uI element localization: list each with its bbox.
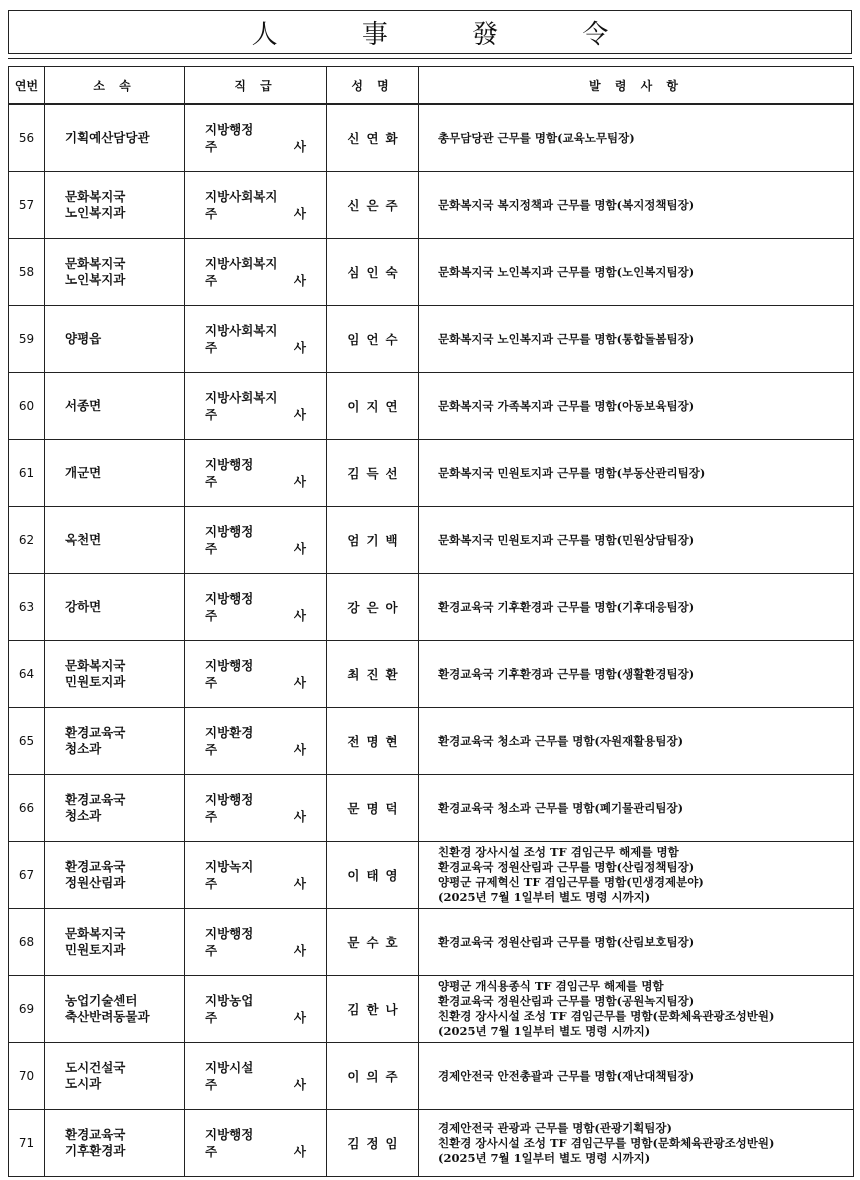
dept-line: 개군면 <box>65 465 102 480</box>
rank-title: 지방행정 <box>205 523 254 539</box>
cell-dept <box>45 172 185 239</box>
dept-line: 문화복지국 <box>65 658 126 673</box>
cell-order <box>419 172 854 239</box>
cell-rank <box>185 574 327 641</box>
cell-order <box>419 306 854 373</box>
rank-title: 지방행정 <box>205 925 254 941</box>
cell-dept <box>45 507 185 574</box>
cell-name: 신연화 <box>327 104 419 172</box>
appointment-table <box>8 66 854 1177</box>
cell-name: 김한나 <box>327 976 419 1043</box>
cell-num: 69 <box>9 976 45 1043</box>
divider-line <box>8 58 852 59</box>
table-row <box>9 306 854 373</box>
cell-dept <box>45 976 185 1043</box>
cell-order <box>419 842 854 909</box>
cell-num: 68 <box>9 909 45 976</box>
header-rank: 직 급 <box>185 67 327 105</box>
table-row <box>9 775 854 842</box>
cell-num: 62 <box>9 507 45 574</box>
rank-grade: 주 사 <box>205 607 306 623</box>
cell-num: 60 <box>9 373 45 440</box>
order-line: 환경교육국 정원산림과 근무를 명함(산림정책팀장) <box>438 860 695 874</box>
rank-grade: 주 사 <box>205 339 306 355</box>
cell-rank <box>185 842 327 909</box>
order-line: 환경교육국 청소과 근무를 명함(자원재활용팀장) <box>438 733 684 748</box>
cell-num: 59 <box>9 306 45 373</box>
order-line: 문화복지국 노인복지과 근무를 명함(노인복지팀장) <box>438 264 695 279</box>
rank-title: 지방농업 <box>205 992 254 1008</box>
cell-rank <box>185 641 327 708</box>
table-row <box>9 842 854 909</box>
cell-name: 이태영 <box>327 842 419 909</box>
header-name: 성 명 <box>327 67 419 105</box>
order-line: 환경교육국 기후환경과 근무를 명함(기후대응팀장) <box>438 599 695 614</box>
cell-dept <box>45 1110 185 1177</box>
table-row <box>9 239 854 306</box>
table-row <box>9 574 854 641</box>
dept-line: 도시과 <box>65 1076 102 1091</box>
cell-name: 심인숙 <box>327 239 419 306</box>
cell-num: 66 <box>9 775 45 842</box>
dept-line: 환경교육국 <box>65 792 126 807</box>
header-dept: 소 속 <box>45 67 185 105</box>
cell-order <box>419 104 854 172</box>
cell-num: 63 <box>9 574 45 641</box>
cell-rank <box>185 172 327 239</box>
rank-title: 지방사회복지 <box>205 322 278 338</box>
rank-grade: 주 사 <box>205 942 306 958</box>
cell-rank <box>185 1110 327 1177</box>
rank-grade: 주 사 <box>205 138 306 154</box>
rank-grade: 주 사 <box>205 406 306 422</box>
dept-line: 양평읍 <box>65 331 102 346</box>
table-row <box>9 909 854 976</box>
cell-num: 64 <box>9 641 45 708</box>
cell-dept <box>45 239 185 306</box>
dept-line: 민원토지과 <box>65 674 126 689</box>
cell-rank <box>185 507 327 574</box>
rank-grade: 주 사 <box>205 1076 306 1092</box>
dept-line: 노인복지과 <box>65 205 126 220</box>
order-line: 문화복지국 민원토지과 근무를 명함(민원상담팀장) <box>438 532 695 547</box>
rank-title: 지방녹지 <box>205 858 254 874</box>
cell-order <box>419 641 854 708</box>
cell-name: 임언수 <box>327 306 419 373</box>
cell-rank <box>185 306 327 373</box>
dept-line: 청소과 <box>65 808 102 823</box>
dept-line: 기후환경과 <box>65 1143 126 1158</box>
rank-title: 지방행정 <box>205 456 254 472</box>
rank-grade: 주 사 <box>205 473 306 489</box>
rank-grade: 주 사 <box>205 1009 306 1025</box>
rank-grade: 주 사 <box>205 741 306 757</box>
order-line: (2025년 7월 1일부터 별도 명령 시까지) <box>438 1024 651 1038</box>
cell-name: 신은주 <box>327 172 419 239</box>
table-row <box>9 507 854 574</box>
rank-grade: 주 사 <box>205 272 306 288</box>
cell-name: 김득선 <box>327 440 419 507</box>
cell-rank <box>185 104 327 172</box>
order-line: 총무담당관 근무를 명함(교육노무팀장) <box>438 130 635 145</box>
cell-order <box>419 373 854 440</box>
order-line: 환경교육국 정원산림과 근무를 명함(공원녹지팀장) <box>438 994 695 1008</box>
cell-dept <box>45 775 185 842</box>
cell-order <box>419 976 854 1043</box>
rank-grade: 주 사 <box>205 1143 306 1159</box>
dept-line: 정원산림과 <box>65 875 126 890</box>
rank-title: 지방행정 <box>205 657 254 673</box>
rank-title: 지방사회복지 <box>205 255 278 271</box>
cell-name: 최진환 <box>327 641 419 708</box>
order-line: 양평군 규제혁신 TF 겸임근무를 명함(민생경제분야) <box>438 875 704 889</box>
page-title: 人 事 發 令 <box>251 19 647 50</box>
cell-num: 67 <box>9 842 45 909</box>
dept-line: 문화복지국 <box>65 256 126 271</box>
order-line: 환경교육국 기후환경과 근무를 명함(생활환경팀장) <box>438 666 695 681</box>
cell-order <box>419 239 854 306</box>
dept-line: 강하면 <box>65 599 102 614</box>
dept-line: 농업기술센터 <box>65 993 138 1008</box>
rank-title: 지방사회복지 <box>205 188 278 204</box>
cell-order <box>419 507 854 574</box>
order-line: 친환경 장사시설 조성 TF 겸임근무 해제를 명함 <box>438 845 679 859</box>
cell-dept <box>45 708 185 775</box>
order-line: 친환경 장사시설 조성 TF 겸임근무를 명함(문화체육관광조성반원) <box>438 1135 775 1150</box>
cell-num: 61 <box>9 440 45 507</box>
cell-dept <box>45 842 185 909</box>
order-line: (2025년 7월 1일부터 별도 명령 시까지) <box>438 890 651 904</box>
cell-rank <box>185 909 327 976</box>
dept-line: 기획예산담당관 <box>65 130 150 145</box>
order-line: 문화복지국 민원토지과 근무를 명함(부동산관리팀장) <box>438 465 706 480</box>
dept-line: 노인복지과 <box>65 272 126 287</box>
cell-num: 57 <box>9 172 45 239</box>
rank-grade: 주 사 <box>205 205 306 221</box>
cell-num: 56 <box>9 104 45 172</box>
rank-title: 지방환경 <box>205 724 254 740</box>
rank-grade: 주 사 <box>205 875 306 891</box>
table-row <box>9 104 854 172</box>
cell-rank <box>185 1043 327 1110</box>
dept-line: 민원토지과 <box>65 942 126 957</box>
cell-dept <box>45 373 185 440</box>
order-line: (2025년 7월 1일부터 별도 명령 시까지) <box>438 1150 651 1165</box>
cell-dept <box>45 1043 185 1110</box>
table-row <box>9 976 854 1043</box>
order-line: 양평군 개식용종식 TF 겸임근무 해제를 명함 <box>438 979 664 993</box>
cell-order <box>419 909 854 976</box>
cell-dept <box>45 909 185 976</box>
header-order: 발 령 사 항 <box>419 67 854 105</box>
cell-name: 문수호 <box>327 909 419 976</box>
table-row <box>9 1043 854 1110</box>
table-row <box>9 1110 854 1177</box>
dept-line: 도시건설국 <box>65 1060 126 1075</box>
cell-order <box>419 708 854 775</box>
rank-grade: 주 사 <box>205 808 306 824</box>
cell-dept <box>45 574 185 641</box>
cell-dept <box>45 306 185 373</box>
table-row <box>9 440 854 507</box>
cell-name: 강은아 <box>327 574 419 641</box>
cell-name: 문명덕 <box>327 775 419 842</box>
cell-num: 70 <box>9 1043 45 1110</box>
dept-line: 환경교육국 <box>65 859 126 874</box>
cell-rank <box>185 440 327 507</box>
dept-line: 청소과 <box>65 741 102 756</box>
rank-title: 지방행정 <box>205 121 254 137</box>
table-body <box>9 104 854 1177</box>
rank-title: 지방사회복지 <box>205 389 278 405</box>
rank-title: 지방시설 <box>205 1059 254 1075</box>
cell-order <box>419 775 854 842</box>
cell-rank <box>185 239 327 306</box>
cell-order <box>419 1043 854 1110</box>
cell-order <box>419 440 854 507</box>
rank-title: 지방행정 <box>205 791 254 807</box>
dept-line: 축산반려동물과 <box>65 1009 150 1024</box>
order-line: 문화복지국 노인복지과 근무를 명함(통합돌봄팀장) <box>438 331 695 346</box>
order-line: 문화복지국 가족복지과 근무를 명함(아동보육팀장) <box>438 398 695 413</box>
cell-rank <box>185 708 327 775</box>
table-row <box>9 708 854 775</box>
cell-dept <box>45 440 185 507</box>
dept-line: 문화복지국 <box>65 926 126 941</box>
cell-dept <box>45 104 185 172</box>
rank-grade: 주 사 <box>205 674 306 690</box>
rank-title: 지방행정 <box>205 1126 254 1142</box>
cell-order <box>419 1110 854 1177</box>
cell-num: 65 <box>9 708 45 775</box>
dept-line: 환경교육국 <box>65 725 126 740</box>
cell-name: 전명현 <box>327 708 419 775</box>
cell-rank <box>185 976 327 1043</box>
order-line: 환경교육국 정원산림과 근무를 명함(산림보호팀장) <box>438 934 695 949</box>
cell-rank <box>185 373 327 440</box>
title-box <box>8 10 852 54</box>
rank-title: 지방행정 <box>205 590 254 606</box>
dept-line: 환경교육국 <box>65 1127 126 1142</box>
order-line: 문화복지국 복지정책과 근무를 명함(복지정책팀장) <box>438 197 695 212</box>
cell-name: 엄기백 <box>327 507 419 574</box>
cell-name: 이지연 <box>327 373 419 440</box>
order-line: 환경교육국 청소과 근무를 명함(폐기물관리팀장) <box>438 800 684 815</box>
header-num: 연번 <box>9 67 45 105</box>
cell-rank <box>185 775 327 842</box>
table-header-row <box>9 67 854 105</box>
cell-order <box>419 574 854 641</box>
cell-name: 이의주 <box>327 1043 419 1110</box>
cell-name: 김정임 <box>327 1110 419 1177</box>
dept-line: 옥천면 <box>65 532 102 547</box>
cell-num: 58 <box>9 239 45 306</box>
cell-num: 71 <box>9 1110 45 1177</box>
cell-dept <box>45 641 185 708</box>
order-line: 경제안전국 관광과 근무를 명함(관광기획팀장) <box>438 1120 672 1135</box>
dept-line: 서종면 <box>65 398 102 413</box>
order-line: 친환경 장사시설 조성 TF 겸임근무를 명함(문화체육관광조성반원) <box>438 1009 775 1023</box>
table-row <box>9 172 854 239</box>
table-row <box>9 641 854 708</box>
table-row <box>9 373 854 440</box>
order-line: 경제안전국 안전총괄과 근무를 명함(재난대책팀장) <box>438 1068 695 1083</box>
dept-line: 문화복지국 <box>65 189 126 204</box>
rank-grade: 주 사 <box>205 540 306 556</box>
